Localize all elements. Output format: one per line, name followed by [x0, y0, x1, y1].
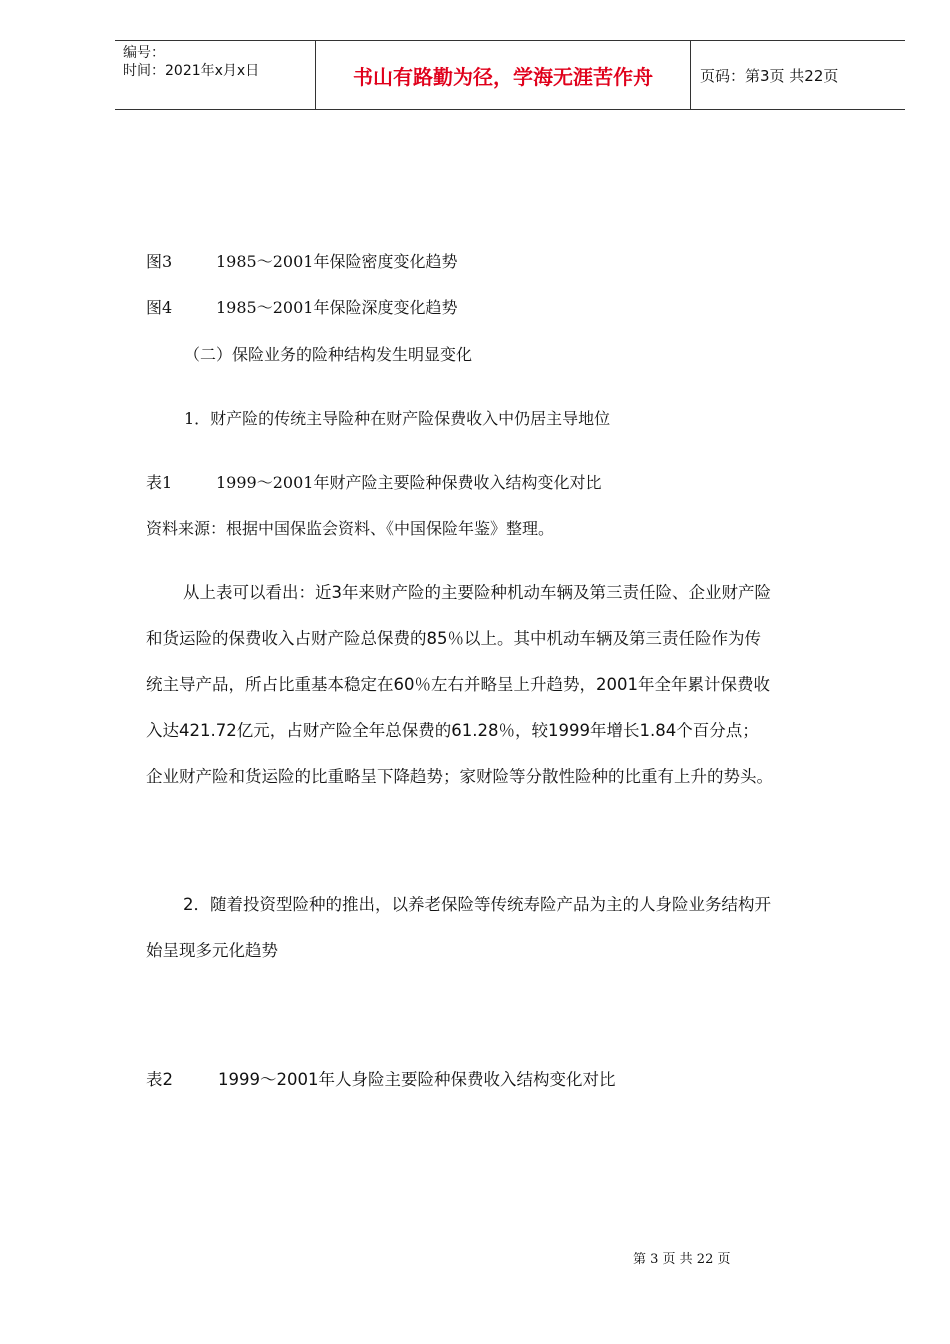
subsection-item-1: 1．财产险的传统主导险种在财产险保费收入中仍居主导地位: [184, 409, 611, 428]
header-meta: [115, 41, 315, 109]
header-page-info: [690, 41, 905, 109]
section-heading: （二）保险业务的险种结构发生明显变化: [184, 345, 473, 364]
table-2-label: 表2: [146, 1070, 173, 1089]
table-1-caption: [146, 470, 601, 493]
figure-3-caption: [146, 249, 457, 272]
page-header: [115, 40, 905, 110]
page-footer: 第 3 页 共 22 页: [633, 1252, 731, 1267]
table-1-label: 表1: [146, 473, 173, 492]
header-motto: 书山有路勤为径，学海无涯苦作舟: [353, 64, 653, 89]
figure-3-title: 1985～2001年保险密度变化趋势: [216, 252, 458, 271]
subsection-item-2-line: 2．随着投资型险种的推出，以养老保险等传统寿险产品为主的人身险业务结构开: [183, 895, 771, 914]
figure-3-label: 图3: [146, 252, 173, 271]
table-2-title: 1999～2001年人身险主要险种保费收入结构变化对比: [218, 1070, 616, 1089]
paragraph-line: 和货运险的保费收入占财产险总保费的85％以上。其中机动车辆及第三责任险作为传: [146, 629, 761, 648]
table-1-title: 1999～2001年财产险主要险种保费收入结构变化对比: [216, 473, 602, 492]
header-motto-cell: [315, 41, 691, 109]
figure-4-label: 图4: [146, 298, 173, 317]
serial-number-label: 编号：: [123, 45, 165, 61]
figure-4-title: 1985～2001年保险深度变化趋势: [216, 298, 458, 317]
header-page-number: 页码：第3页 共22页: [700, 66, 839, 85]
paragraph-line: 入达421.72亿元，占财产险全年总保费的61.28％，较1999年增长1.84个百分点；: [146, 721, 759, 740]
subsection-item-2-line: 始呈现多元化趋势: [146, 941, 278, 960]
paragraph-line: 从上表可以看出：近3年来财产险的主要险种机动车辆及第三责任险、企业财产险: [183, 583, 771, 602]
table-2-caption: [146, 1066, 615, 1090]
figure-4-caption: [146, 295, 457, 318]
data-source-note: 资料来源：根据中国保监会资料、《中国保险年鉴》整理。: [146, 519, 555, 538]
paragraph-line: 统主导产品，所占比重基本稳定在60％左右并略呈上升趋势，2001年全年累计保费收: [146, 675, 770, 694]
date-label: 时间：2021年x月x日: [123, 63, 260, 79]
paragraph-line: 企业财产险和货运险的比重略呈下降趋势；家财险等分散性险种的比重有上升的势头。: [146, 767, 773, 786]
